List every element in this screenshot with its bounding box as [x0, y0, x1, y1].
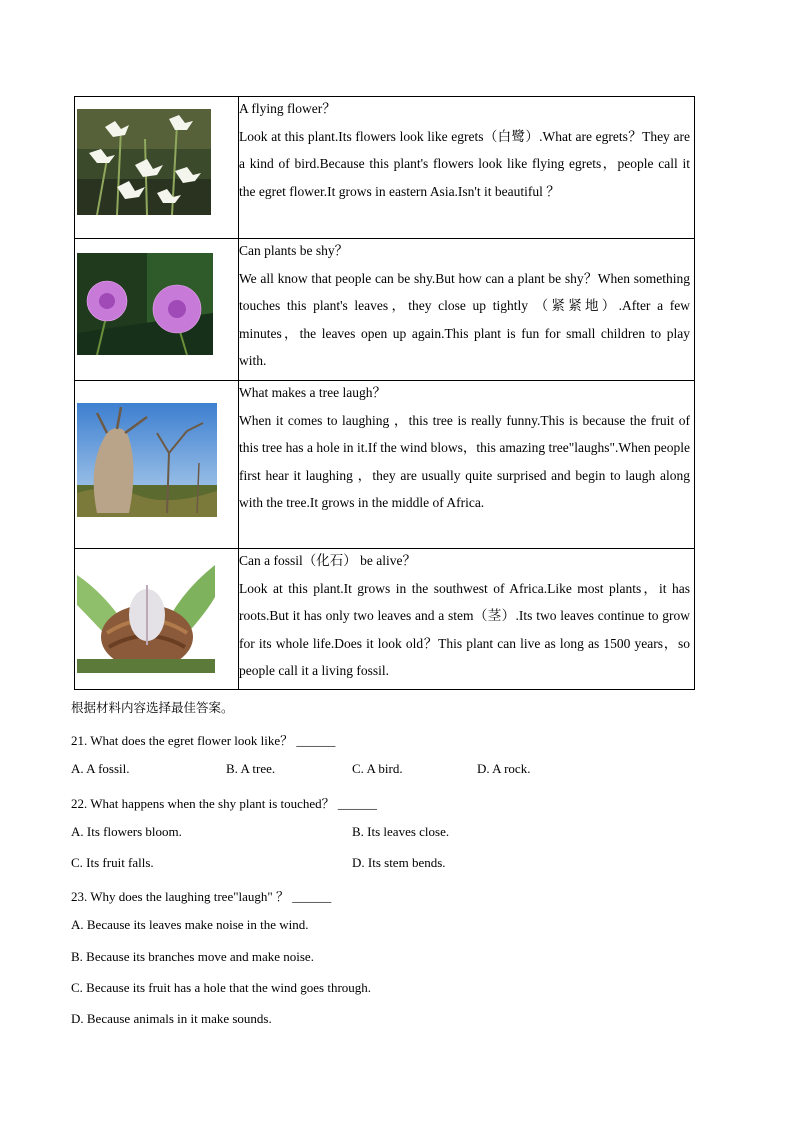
option-23c[interactable]: C. Because its fruit has a hole that the wind goes through.: [71, 980, 372, 995]
passage-row-4: [75, 548, 694, 689]
passage-title: What makes a tree laugh？: [239, 385, 386, 400]
option-21b[interactable]: B. A tree.: [226, 761, 276, 776]
passage-row-1: [75, 97, 694, 238]
question-stem: Why does the laughing tree"laugh" ？ ______: [90, 889, 332, 904]
question-number: 22.: [71, 796, 88, 811]
baobab-tree-photo: [77, 403, 217, 517]
option-21c[interactable]: C. A bird.: [352, 761, 403, 776]
passage-body: When it comes to laughing ，this tree is really funny.This is because the fruit of this tree has a hole in it.If the wind blows，this amazing tree"laughs".When people first hear it laughing ，they are usually quite surprised and begin to laugh along with the tree.It grows in the middle of Africa.: [239, 412, 690, 510]
option-23d[interactable]: D. Because animals in it make sounds.: [71, 1011, 272, 1026]
mimosa-flower-photo: [77, 253, 213, 355]
option-23b[interactable]: B. Because its branches move and make noise.: [71, 949, 314, 964]
option-21d[interactable]: D. A rock.: [477, 761, 531, 776]
option-21a[interactable]: A. A fossil.: [71, 761, 130, 776]
question-stem: What does the egret flower look like？ ______: [90, 733, 336, 748]
passage-body: Look at this plant.It grows in the southwest of Africa.Like most plants，it has roots.But it has only two leaves and a stem（茎）.Its two leaves continue to grow for its whole life.Does it look old？This plant can live as long as 1500 years，so people call it a living fossil.: [239, 580, 690, 678]
image-cell: [75, 381, 239, 548]
question-stem: What happens when the shy plant is touched？ ______: [90, 796, 377, 811]
option-22c[interactable]: C. Its fruit falls.: [71, 855, 154, 870]
option-22d[interactable]: D. Its stem bends.: [352, 855, 446, 870]
passage-row-3: [75, 380, 694, 548]
question-23: [71, 886, 331, 905]
passage-text: [239, 239, 694, 380]
passage-title: A flying flower？: [239, 101, 336, 116]
question-number: 23.: [71, 889, 88, 904]
image-cell: [75, 549, 239, 689]
reading-table: [74, 96, 695, 690]
option-22a[interactable]: A. Its flowers bloom.: [71, 824, 182, 839]
passage-body: Look at this plant.Its flowers look like egrets（白鹭）.What are egrets？They are a kind of bird.Because this plant's flowers look like flying egrets，people call it the egret flower.It grows in eastern Asia.Isn't it beautiful ？: [239, 128, 690, 199]
image-cell: [75, 239, 239, 380]
question-21: [71, 730, 335, 749]
passage-body: We all know that people can be shy.But how can a plant be shy？When something touches this plant's leaves，they close up tightly （紧紧地）.After a few minutes，the leaves open up again.This plant is fun for small children to play with.: [239, 270, 690, 368]
option-22b[interactable]: B. Its leaves close.: [352, 824, 450, 839]
question-22: [71, 793, 377, 812]
passage-title: Can plants be shy？: [239, 243, 349, 258]
option-23a[interactable]: A. Because its leaves make noise in the wind.: [71, 917, 309, 932]
passage-text: [239, 97, 694, 238]
image-cell: [75, 97, 239, 238]
question-number: 21.: [71, 733, 88, 748]
welwitschia-plant-photo: [77, 555, 215, 673]
passage-text: [239, 549, 694, 689]
instruction-text: 根据材料内容选择最佳答案。: [71, 700, 234, 715]
passage-text: [239, 381, 694, 548]
egret-flower-photo: [77, 109, 211, 215]
passage-row-2: [75, 238, 694, 380]
passage-title: Can a fossil（化石） be alive？: [239, 553, 416, 568]
